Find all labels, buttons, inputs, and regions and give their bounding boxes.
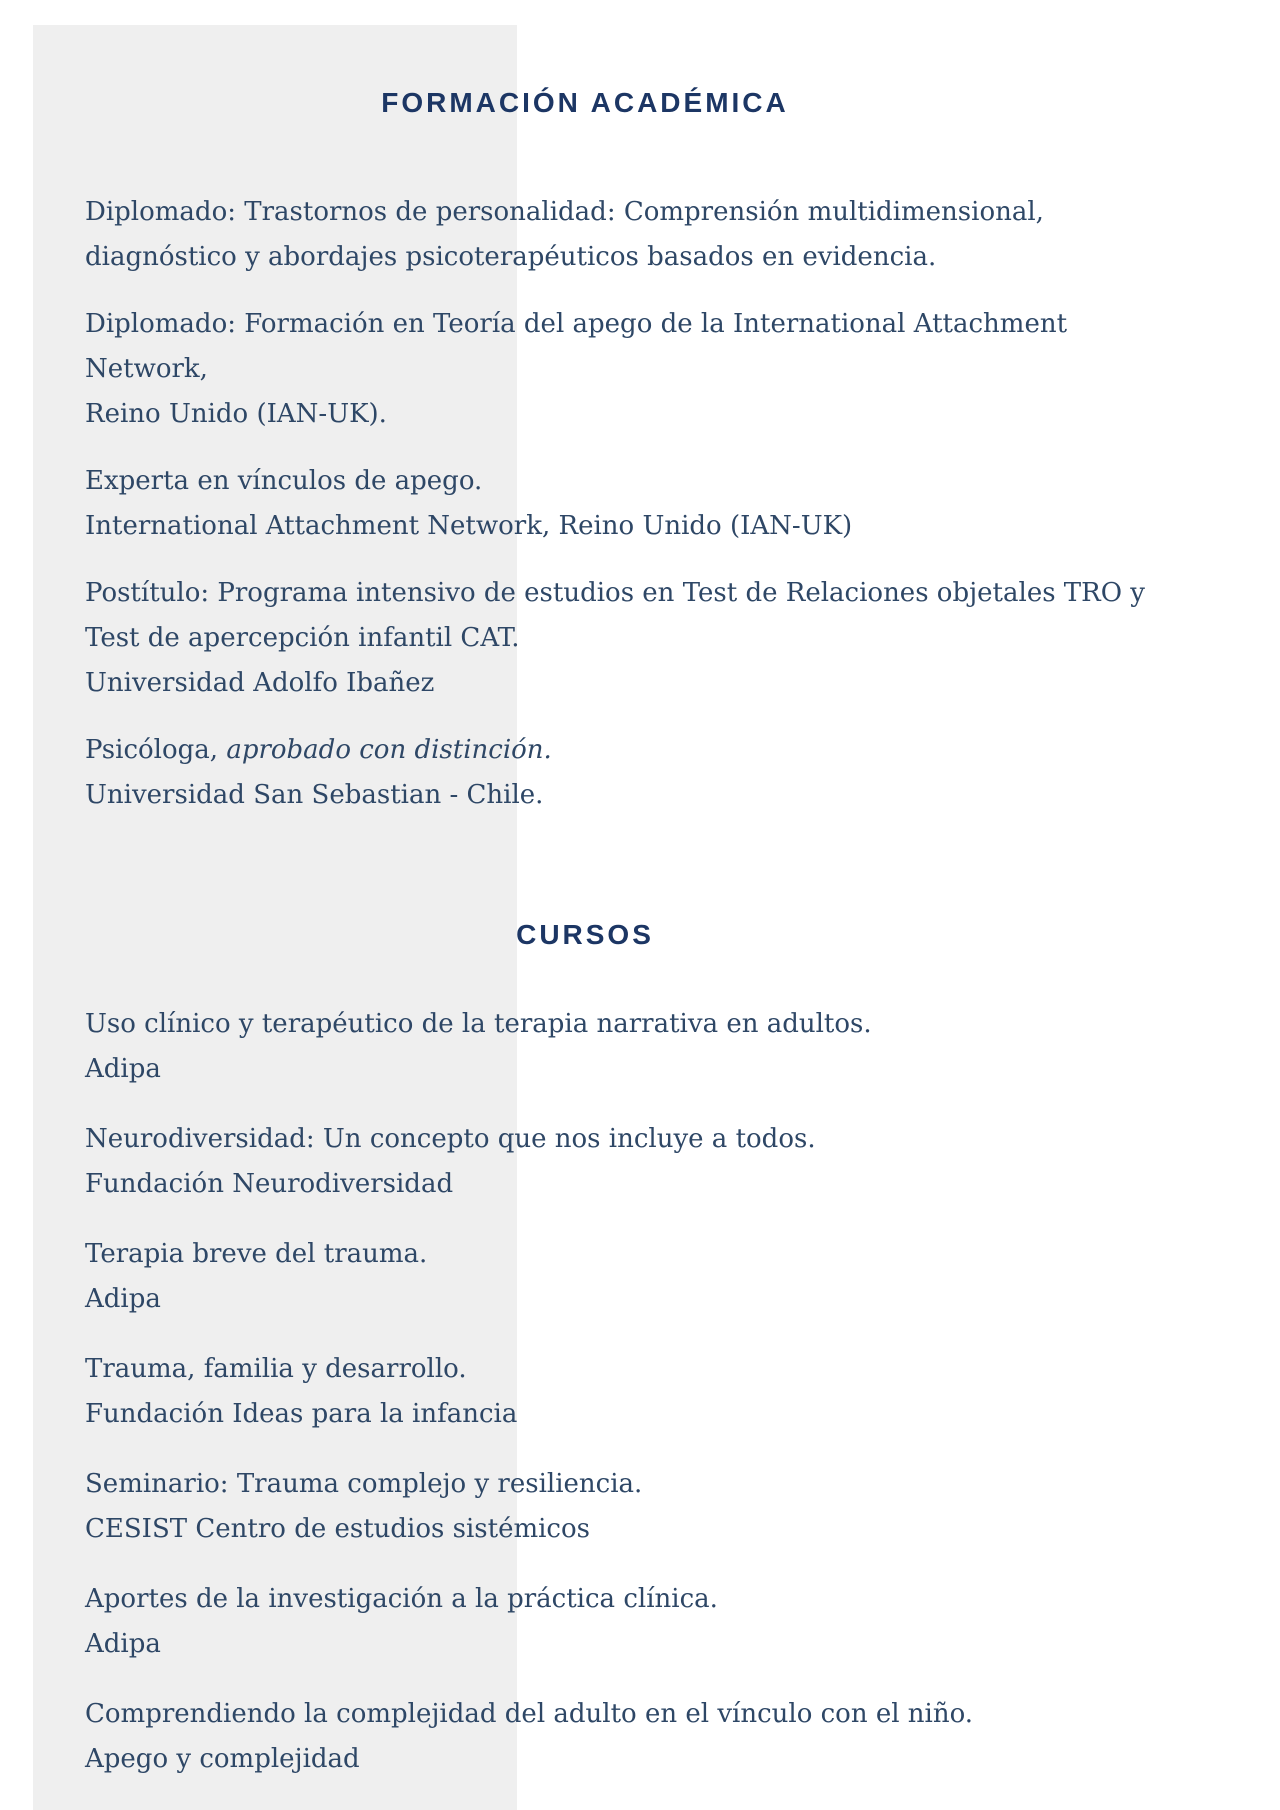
education-entry — [85, 728, 1195, 818]
course-institution: Fundación Neurodiversidad — [85, 1169, 454, 1199]
section-title-formacion-academica: FORMACIÓN ACADÉMICA — [381, 87, 789, 118]
course-name: Uso clínico y terapéutico de la terapia narrativa en adultos. — [85, 1009, 872, 1039]
entry-line: diagnóstico y abordajes psicoterapéuticos basados en evidencia. — [85, 242, 937, 272]
course-entry — [85, 1577, 1195, 1667]
course-institution: CESIST Centro de estudios sistémicos — [85, 1514, 590, 1544]
entry-line: Universidad Adolfo Ibañez — [85, 668, 435, 698]
degree-text: Psicóloga, — [85, 735, 227, 765]
entry-line: Test de apercepción infantil CAT. — [85, 623, 520, 653]
course-institution: Apego y complejidad — [85, 1744, 360, 1774]
course-institution: Adipa — [85, 1284, 161, 1314]
course-name: Seminario: Trauma complejo y resiliencia. — [85, 1469, 643, 1499]
course-institution: Adipa — [85, 1629, 161, 1659]
course-name: Comprendiendo la complejidad del adulto en el vínculo con el niño. — [85, 1699, 974, 1729]
course-name: Aportes de la investigación a la práctica clínica. — [85, 1584, 718, 1614]
course-name: Trauma, familia y desarrollo. — [85, 1354, 467, 1384]
course-entry — [85, 1462, 1195, 1552]
entry-line — [85, 728, 1195, 773]
education-entry — [85, 459, 1195, 549]
course-entry — [85, 1002, 1195, 1092]
course-entry — [85, 1232, 1195, 1322]
course-entry — [85, 1692, 1195, 1782]
entry-line: Universidad San Sebastian - Chile. — [85, 780, 544, 810]
entry-line: Diplomado: Formación en Teoría del apego de la International Attachment Network, — [85, 309, 1068, 384]
education-entry — [85, 302, 1195, 437]
section-title-cursos: CURSOS — [516, 919, 654, 950]
education-entry — [85, 190, 1195, 280]
education-entry — [85, 571, 1195, 706]
entry-line: Postítulo: Programa intensivo de estudios en Test de Relaciones objetales TRO y — [85, 578, 1145, 608]
course-name: Terapia breve del trauma. — [85, 1239, 428, 1269]
course-entry — [85, 1347, 1195, 1437]
entry-line: Diplomado: Trastornos de personalidad: Comprensión multidimensional, — [85, 197, 1044, 227]
course-name: Neurodiversidad: Un concepto que nos incluye a todos. — [85, 1124, 816, 1154]
entry-line: Experta en vínculos de apego. — [85, 466, 483, 496]
entry-line: Reino Unido (IAN-UK). — [85, 399, 387, 429]
course-institution: Fundación Ideas para la infancia — [85, 1399, 518, 1429]
cv-education-section — [85, 0, 1195, 1807]
course-entry — [85, 1117, 1195, 1207]
degree-honors-text: aprobado con distinción. — [226, 735, 552, 765]
entry-line: International Attachment Network, Reino Unido (IAN-UK) — [85, 511, 853, 541]
course-institution: Adipa — [85, 1054, 161, 1084]
